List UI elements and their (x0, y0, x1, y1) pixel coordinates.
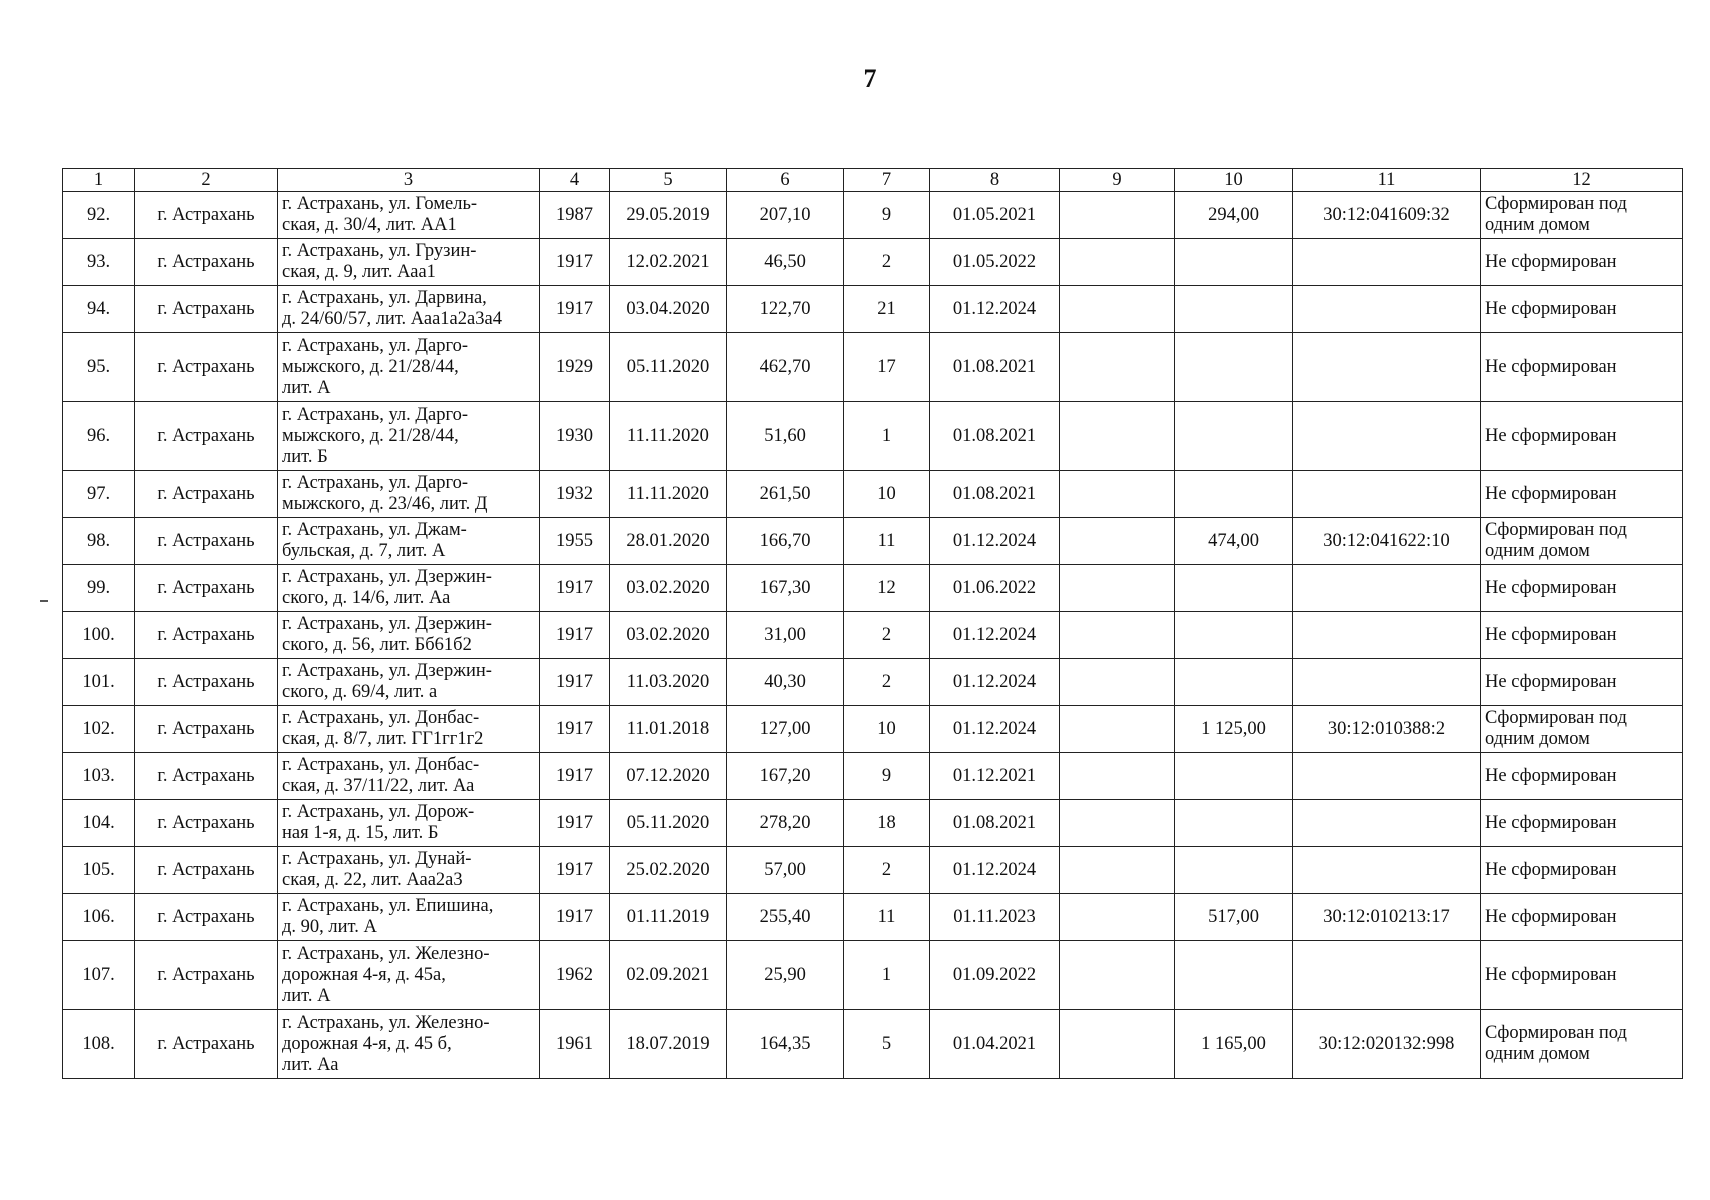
count-cell: 2 (844, 847, 930, 894)
count-cell: 5 (844, 1010, 930, 1079)
cadastral-number-cell (1293, 941, 1481, 1010)
land-area-cell (1175, 800, 1293, 847)
cadastral-number-cell (1293, 659, 1481, 706)
plan-date-cell: 01.11.2023 (930, 894, 1060, 941)
date-cell: 07.12.2020 (610, 753, 727, 800)
plan-date-cell: 01.09.2022 (930, 941, 1060, 1010)
date-cell: 05.11.2020 (610, 800, 727, 847)
land-area-cell: 474,00 (1175, 518, 1293, 565)
status-cell: Сформирован под одним домом (1481, 1010, 1683, 1079)
date-cell: 02.09.2021 (610, 941, 727, 1010)
address-cell: г. Астрахань, ул. Дарго- мыжского, д. 21/28/44, лит. А (278, 333, 540, 402)
count-cell: 9 (844, 192, 930, 239)
count-cell: 18 (844, 800, 930, 847)
column-9-cell (1060, 1010, 1175, 1079)
status-cell: Не сформирован (1481, 565, 1683, 612)
cadastral-number-cell (1293, 847, 1481, 894)
year-cell: 1955 (540, 518, 610, 565)
city-cell: г. Астрахань (135, 333, 278, 402)
row-number: 103. (63, 753, 135, 800)
table-body (63, 192, 1683, 1079)
status-cell: Не сформирован (1481, 612, 1683, 659)
status-cell: Не сформирован (1481, 847, 1683, 894)
row-number: 94. (63, 286, 135, 333)
row-number: 96. (63, 402, 135, 471)
cadastral-number-cell (1293, 402, 1481, 471)
count-cell: 2 (844, 239, 930, 286)
table-row (63, 659, 1683, 706)
row-number: 97. (63, 471, 135, 518)
page-number: 7 (863, 64, 877, 93)
count-cell: 2 (844, 612, 930, 659)
year-cell: 1930 (540, 402, 610, 471)
cadastral-number-cell (1293, 471, 1481, 518)
city-cell: г. Астрахань (135, 753, 278, 800)
column-header: 12 (1481, 169, 1683, 192)
count-cell: 11 (844, 894, 930, 941)
count-cell: 12 (844, 565, 930, 612)
cadastral-number-cell: 30:12:010213:17 (1293, 894, 1481, 941)
area-cell: 51,60 (727, 402, 844, 471)
plan-date-cell: 01.12.2021 (930, 753, 1060, 800)
year-cell: 1917 (540, 612, 610, 659)
address-cell: г. Астрахань, ул. Дарго- мыжского, д. 21/28/44, лит. Б (278, 402, 540, 471)
cadastral-number-cell: 30:12:020132:998 (1293, 1010, 1481, 1079)
land-area-cell: 1 165,00 (1175, 1010, 1293, 1079)
land-area-cell (1175, 612, 1293, 659)
land-area-cell (1175, 402, 1293, 471)
address-cell: г. Астрахань, ул. Дорож- ная 1-я, д. 15, лит. Б (278, 800, 540, 847)
plan-date-cell: 01.05.2022 (930, 239, 1060, 286)
cadastral-number-cell (1293, 753, 1481, 800)
city-cell: г. Астрахань (135, 800, 278, 847)
address-cell: г. Астрахань, ул. Железно- дорожная 4-я, д. 45 б, лит. Аа (278, 1010, 540, 1079)
land-area-cell (1175, 941, 1293, 1010)
scan-mark (40, 600, 48, 602)
table-row (63, 239, 1683, 286)
table-row (63, 894, 1683, 941)
column-9-cell (1060, 941, 1175, 1010)
row-number: 100. (63, 612, 135, 659)
land-area-cell (1175, 471, 1293, 518)
row-number: 98. (63, 518, 135, 565)
table-row (63, 847, 1683, 894)
column-header: 10 (1175, 169, 1293, 192)
table-row (63, 333, 1683, 402)
date-cell: 01.11.2019 (610, 894, 727, 941)
column-9-cell (1060, 239, 1175, 286)
row-number: 107. (63, 941, 135, 1010)
date-cell: 11.01.2018 (610, 706, 727, 753)
column-9-cell (1060, 286, 1175, 333)
address-cell: г. Астрахань, ул. Дзержин- ского, д. 56, лит. Бб61б2 (278, 612, 540, 659)
cadastral-number-cell: 30:12:010388:2 (1293, 706, 1481, 753)
plan-date-cell: 01.12.2024 (930, 286, 1060, 333)
row-number: 106. (63, 894, 135, 941)
area-cell: 167,20 (727, 753, 844, 800)
year-cell: 1917 (540, 286, 610, 333)
status-cell: Не сформирован (1481, 239, 1683, 286)
status-cell: Сформирован под одним домом (1481, 518, 1683, 565)
date-cell: 29.05.2019 (610, 192, 727, 239)
area-cell: 167,30 (727, 565, 844, 612)
address-cell: г. Астрахань, ул. Епишина, д. 90, лит. А (278, 894, 540, 941)
land-area-cell (1175, 286, 1293, 333)
column-9-cell (1060, 192, 1175, 239)
table-row (63, 565, 1683, 612)
table-row (63, 800, 1683, 847)
count-cell: 11 (844, 518, 930, 565)
date-cell: 11.11.2020 (610, 402, 727, 471)
land-area-cell (1175, 565, 1293, 612)
count-cell: 2 (844, 659, 930, 706)
column-9-cell (1060, 565, 1175, 612)
address-cell: г. Астрахань, ул. Железно- дорожная 4-я, д. 45а, лит. А (278, 941, 540, 1010)
date-cell: 18.07.2019 (610, 1010, 727, 1079)
address-cell: г. Астрахань, ул. Гомель- ская, д. 30/4, лит. АА1 (278, 192, 540, 239)
plan-date-cell: 01.08.2021 (930, 333, 1060, 402)
column-header: 9 (1060, 169, 1175, 192)
row-number: 92. (63, 192, 135, 239)
column-header: 6 (727, 169, 844, 192)
area-cell: 127,00 (727, 706, 844, 753)
row-number: 99. (63, 565, 135, 612)
table-row (63, 518, 1683, 565)
status-cell: Не сформирован (1481, 659, 1683, 706)
city-cell: г. Астрахань (135, 239, 278, 286)
area-cell: 46,50 (727, 239, 844, 286)
header-row (63, 169, 1683, 192)
row-number: 101. (63, 659, 135, 706)
date-cell: 03.02.2020 (610, 612, 727, 659)
area-cell: 462,70 (727, 333, 844, 402)
address-cell: г. Астрахань, ул. Донбас- ская, д. 8/7, лит. ГГ1гг1г2 (278, 706, 540, 753)
year-cell: 1917 (540, 706, 610, 753)
plan-date-cell: 01.06.2022 (930, 565, 1060, 612)
row-number: 104. (63, 800, 135, 847)
status-cell: Не сформирован (1481, 894, 1683, 941)
year-cell: 1917 (540, 800, 610, 847)
cadastral-number-cell (1293, 800, 1481, 847)
address-cell: г. Астрахань, ул. Грузин- ская, д. 9, лит. Ааа1 (278, 239, 540, 286)
year-cell: 1929 (540, 333, 610, 402)
year-cell: 1987 (540, 192, 610, 239)
column-9-cell (1060, 471, 1175, 518)
year-cell: 1917 (540, 659, 610, 706)
table-row (63, 753, 1683, 800)
column-9-cell (1060, 402, 1175, 471)
column-header: 8 (930, 169, 1060, 192)
area-cell: 261,50 (727, 471, 844, 518)
column-header: 5 (610, 169, 727, 192)
table-row (63, 402, 1683, 471)
city-cell: г. Астрахань (135, 402, 278, 471)
count-cell: 1 (844, 941, 930, 1010)
column-header: 2 (135, 169, 278, 192)
date-cell: 11.11.2020 (610, 471, 727, 518)
address-cell: г. Астрахань, ул. Дзержин- ского, д. 14/6, лит. Аа (278, 565, 540, 612)
cadastral-number-cell: 30:12:041609:32 (1293, 192, 1481, 239)
table-row (63, 1010, 1683, 1079)
cadastral-number-cell (1293, 612, 1481, 659)
column-header: 1 (63, 169, 135, 192)
table-row (63, 706, 1683, 753)
status-cell: Не сформирован (1481, 286, 1683, 333)
area-cell: 40,30 (727, 659, 844, 706)
column-9-cell (1060, 800, 1175, 847)
city-cell: г. Астрахань (135, 1010, 278, 1079)
address-cell: г. Астрахань, ул. Донбас- ская, д. 37/11/22, лит. Аа (278, 753, 540, 800)
plan-date-cell: 01.04.2021 (930, 1010, 1060, 1079)
plan-date-cell: 01.12.2024 (930, 659, 1060, 706)
count-cell: 21 (844, 286, 930, 333)
cadastral-number-cell (1293, 333, 1481, 402)
year-cell: 1917 (540, 894, 610, 941)
city-cell: г. Астрахань (135, 518, 278, 565)
column-9-cell (1060, 894, 1175, 941)
data-table (62, 168, 1683, 1079)
status-cell: Сформирован под одним домом (1481, 706, 1683, 753)
city-cell: г. Астрахань (135, 706, 278, 753)
city-cell: г. Астрахань (135, 941, 278, 1010)
cadastral-number-cell (1293, 239, 1481, 286)
count-cell: 17 (844, 333, 930, 402)
year-cell: 1917 (540, 565, 610, 612)
row-number: 93. (63, 239, 135, 286)
table-row (63, 612, 1683, 659)
status-cell: Сформирован под одним домом (1481, 192, 1683, 239)
area-cell: 255,40 (727, 894, 844, 941)
plan-date-cell: 01.12.2024 (930, 706, 1060, 753)
land-area-cell (1175, 659, 1293, 706)
column-9-cell (1060, 847, 1175, 894)
count-cell: 10 (844, 471, 930, 518)
city-cell: г. Астрахань (135, 192, 278, 239)
year-cell: 1962 (540, 941, 610, 1010)
count-cell: 1 (844, 402, 930, 471)
year-cell: 1917 (540, 847, 610, 894)
city-cell: г. Астрахань (135, 847, 278, 894)
plan-date-cell: 01.08.2021 (930, 800, 1060, 847)
plan-date-cell: 01.12.2024 (930, 518, 1060, 565)
date-cell: 28.01.2020 (610, 518, 727, 565)
table-row (63, 286, 1683, 333)
row-number: 105. (63, 847, 135, 894)
column-9-cell (1060, 333, 1175, 402)
city-cell: г. Астрахань (135, 286, 278, 333)
area-cell: 278,20 (727, 800, 844, 847)
land-area-cell: 294,00 (1175, 192, 1293, 239)
address-cell: г. Астрахань, ул. Дзержин- ского, д. 69/4, лит. а (278, 659, 540, 706)
city-cell: г. Астрахань (135, 565, 278, 612)
row-number: 108. (63, 1010, 135, 1079)
status-cell: Не сформирован (1481, 402, 1683, 471)
status-cell: Не сформирован (1481, 753, 1683, 800)
cadastral-number-cell (1293, 286, 1481, 333)
address-cell: г. Астрахань, ул. Дарвина, д. 24/60/57, лит. Ааа1а2а3а4 (278, 286, 540, 333)
table-row (63, 471, 1683, 518)
plan-date-cell: 01.12.2024 (930, 847, 1060, 894)
plan-date-cell: 01.08.2021 (930, 402, 1060, 471)
city-cell: г. Астрахань (135, 612, 278, 659)
column-9-cell (1060, 612, 1175, 659)
year-cell: 1917 (540, 753, 610, 800)
column-header: 3 (278, 169, 540, 192)
address-cell: г. Астрахань, ул. Джам- бульская, д. 7, лит. А (278, 518, 540, 565)
land-area-cell (1175, 333, 1293, 402)
plan-date-cell: 01.05.2021 (930, 192, 1060, 239)
status-cell: Не сформирован (1481, 800, 1683, 847)
land-area-cell (1175, 847, 1293, 894)
plan-date-cell: 01.12.2024 (930, 612, 1060, 659)
year-cell: 1961 (540, 1010, 610, 1079)
area-cell: 122,70 (727, 286, 844, 333)
row-number: 102. (63, 706, 135, 753)
area-cell: 207,10 (727, 192, 844, 239)
cadastral-number-cell: 30:12:041622:10 (1293, 518, 1481, 565)
table-row (63, 941, 1683, 1010)
status-cell: Не сформирован (1481, 333, 1683, 402)
date-cell: 05.11.2020 (610, 333, 727, 402)
city-cell: г. Астрахань (135, 471, 278, 518)
area-cell: 164,35 (727, 1010, 844, 1079)
date-cell: 11.03.2020 (610, 659, 727, 706)
column-9-cell (1060, 706, 1175, 753)
city-cell: г. Астрахань (135, 894, 278, 941)
year-cell: 1917 (540, 239, 610, 286)
status-cell: Не сформирован (1481, 941, 1683, 1010)
date-cell: 03.04.2020 (610, 286, 727, 333)
column-9-cell (1060, 659, 1175, 706)
year-cell: 1932 (540, 471, 610, 518)
land-area-cell (1175, 239, 1293, 286)
table-row (63, 192, 1683, 239)
count-cell: 10 (844, 706, 930, 753)
date-cell: 25.02.2020 (610, 847, 727, 894)
address-cell: г. Астрахань, ул. Дунай- ская, д. 22, лит. Ааа2а3 (278, 847, 540, 894)
column-9-cell (1060, 753, 1175, 800)
row-number: 95. (63, 333, 135, 402)
area-cell: 57,00 (727, 847, 844, 894)
date-cell: 03.02.2020 (610, 565, 727, 612)
date-cell: 12.02.2021 (610, 239, 727, 286)
column-header: 7 (844, 169, 930, 192)
cadastral-number-cell (1293, 565, 1481, 612)
city-cell: г. Астрахань (135, 659, 278, 706)
count-cell: 9 (844, 753, 930, 800)
area-cell: 25,90 (727, 941, 844, 1010)
column-header: 4 (540, 169, 610, 192)
address-cell: г. Астрахань, ул. Дарго- мыжского, д. 23/46, лит. Д (278, 471, 540, 518)
area-cell: 166,70 (727, 518, 844, 565)
plan-date-cell: 01.08.2021 (930, 471, 1060, 518)
column-header: 11 (1293, 169, 1481, 192)
status-cell: Не сформирован (1481, 471, 1683, 518)
area-cell: 31,00 (727, 612, 844, 659)
land-area-cell: 517,00 (1175, 894, 1293, 941)
land-area-cell (1175, 753, 1293, 800)
land-area-cell: 1 125,00 (1175, 706, 1293, 753)
column-9-cell (1060, 518, 1175, 565)
